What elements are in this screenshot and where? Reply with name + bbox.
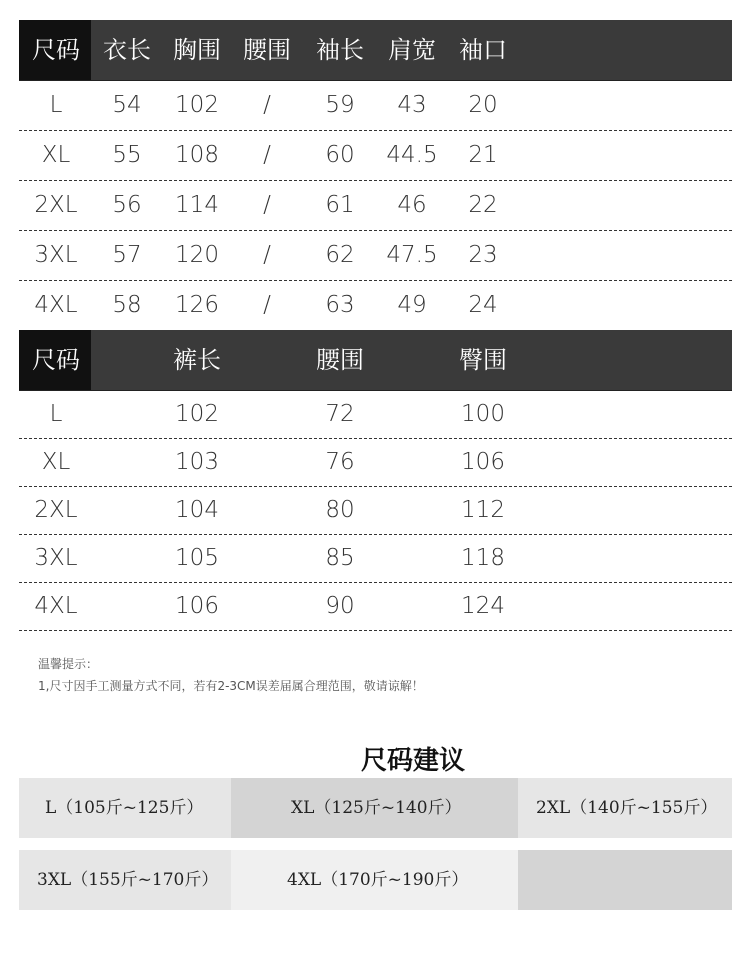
size-recommendation-cell: XL（125斤~140斤） [231,778,518,838]
cell: 90 [325,593,355,619]
cell: 102 [175,401,219,427]
empty-cell [518,850,732,910]
header-cuff: 袖口 [459,36,507,64]
cell: 47.5 [386,242,438,268]
cell-size: XL [41,449,71,475]
header-waist: 腰围 [316,346,364,374]
cell-size: XL [41,142,71,168]
table-row [19,583,732,631]
table-row [19,439,732,487]
top-size-table [19,20,732,330]
cell-size: L [49,401,63,427]
table-row [19,391,732,439]
cell: 57 [112,242,142,268]
table-row [19,81,732,131]
cell: 46 [397,192,427,218]
cell: 120 [175,242,219,268]
cell: 61 [325,192,355,218]
cell-size: 4XL [34,593,78,619]
table-row [19,181,732,231]
recommendation-title: 尺码建议 [360,746,465,776]
cell-size: 2XL [34,497,78,523]
cell: 104 [175,497,219,523]
cell: 62 [325,242,355,268]
cell: 112 [461,497,505,523]
cell: 118 [461,545,505,571]
cell: 54 [112,92,142,118]
table-row [19,231,732,281]
cell: 124 [461,593,505,619]
cell: 59 [325,92,355,118]
cell: 24 [468,292,498,318]
top-table-header [19,20,732,81]
cell: 76 [325,449,355,475]
cell: 114 [175,192,219,218]
cell: / [263,92,271,118]
cell: 49 [397,292,427,318]
tips-block [38,653,424,697]
tips-title: 温馨提示： [38,657,99,671]
cell: 106 [175,593,219,619]
table-row [19,535,732,583]
table-row [19,487,732,535]
cell: 43 [397,92,427,118]
cell: 105 [175,545,219,571]
header-chest: 胸围 [173,36,221,64]
size-recommendation-cell: L（105斤~125斤） [19,778,231,838]
cell: 21 [468,142,498,168]
cell: 106 [461,449,505,475]
cell-size: 4XL [34,292,78,318]
cell: 60 [325,142,355,168]
header-sleeve-length: 袖长 [316,36,364,64]
table-row [19,281,732,330]
cell: 22 [468,192,498,218]
header-hip: 臀围 [459,346,507,374]
header-size: 尺码 [32,36,80,64]
cell: 102 [175,92,219,118]
tips-line: 1,尺寸因手工测量方式不同，若有2-3CM误差届属合理范围，敬请谅解！ [38,679,424,693]
cell-size: L [49,92,63,118]
bottom-table-header [19,330,732,391]
cell-size: 3XL [34,545,78,571]
cell: 56 [112,192,142,218]
cell: 126 [175,292,219,318]
size-recommendation-cell: 4XL（170斤~190斤） [231,850,518,910]
cell: 44.5 [386,142,438,168]
cell: 103 [175,449,219,475]
header-waist: 腰围 [243,36,291,64]
size-recommendation-cell: 2XL（140斤~155斤） [518,778,732,838]
cell: 55 [112,142,142,168]
cell: 80 [325,497,355,523]
header-length: 衣长 [103,36,151,64]
cell: 72 [325,401,355,427]
cell-size: 3XL [34,242,78,268]
cell: 100 [461,401,505,427]
cell: / [263,242,271,268]
bottom-size-table [19,330,732,631]
cell: 58 [112,292,142,318]
cell: 23 [468,242,498,268]
cell: / [263,142,271,168]
header-pants-length: 裤长 [173,346,221,374]
cell: 85 [325,545,355,571]
size-recommendation-cell: 3XL（155斤~170斤） [19,850,231,910]
cell: 20 [468,92,498,118]
header-size: 尺码 [32,346,80,374]
cell: 63 [325,292,355,318]
cell: / [263,292,271,318]
cell-size: 2XL [34,192,78,218]
table-row [19,131,732,181]
header-shoulder: 肩宽 [388,36,436,64]
cell: / [263,192,271,218]
cell: 108 [175,142,219,168]
